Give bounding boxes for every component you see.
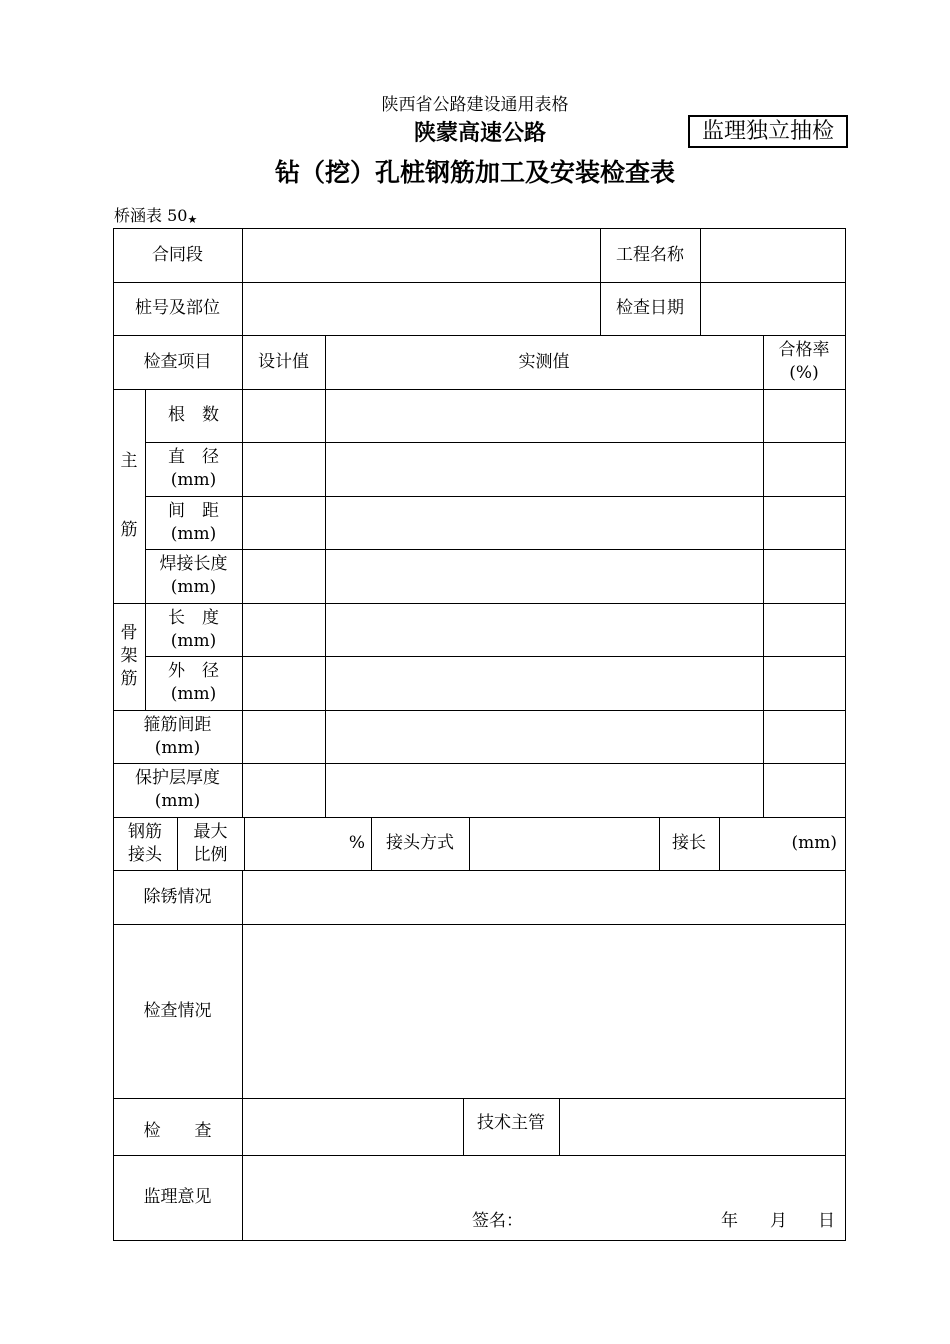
inspector-label: 检 查 bbox=[143, 1121, 212, 1141]
inspection-status-label: 检查情况 bbox=[143, 1000, 212, 1021]
supervisor-opinion-label: 监理意见 bbox=[143, 1187, 212, 1207]
project-name-label: 工程名称 bbox=[616, 244, 684, 265]
splice-length-label: 接长 bbox=[672, 833, 706, 853]
main-diameter-label: 直 径 (mm) bbox=[168, 447, 219, 490]
year-label: 年 bbox=[721, 1211, 738, 1231]
check-item-header: 检查项目 bbox=[143, 351, 212, 372]
frame-group-label: 骨 架 筋 bbox=[120, 623, 138, 689]
form-number-text: 桥涵表 50 bbox=[114, 206, 188, 225]
tech-manager-label: 技术主管 bbox=[477, 1112, 545, 1133]
star-icon: ★ bbox=[187, 213, 198, 226]
cover-thickness-label: 保护层厚度 (mm) bbox=[135, 768, 220, 811]
pass-rate-header: 合格率 (%) bbox=[778, 340, 830, 383]
rust-removal-label: 除锈情况 bbox=[143, 886, 212, 907]
percent-unit: % bbox=[348, 833, 365, 853]
max-ratio-label: 最大 比例 bbox=[193, 821, 228, 865]
contract-section-label: 合同段 bbox=[152, 244, 203, 265]
measured-value-header: 实测值 bbox=[518, 351, 570, 372]
check-date-label: 检查日期 bbox=[616, 298, 684, 318]
stirrup-spacing-label: 箍筋间距 (mm) bbox=[143, 714, 212, 758]
month-label: 月 bbox=[770, 1211, 787, 1231]
joint-method-label: 接头方式 bbox=[386, 833, 454, 853]
main-bar-group-label: 主 筋 bbox=[120, 451, 138, 540]
frame-outer-dia-label: 外 径 (mm) bbox=[168, 661, 219, 704]
main-spacing-label: 间 距 (mm) bbox=[168, 500, 219, 544]
project-name-header: 陕蒙高速公路 bbox=[413, 121, 546, 146]
frame-length-label: 长 度 (mm) bbox=[168, 607, 219, 651]
day-label: 日 bbox=[818, 1211, 835, 1231]
design-value-header: 设计值 bbox=[258, 351, 309, 372]
pile-location-label: 桩号及部位 bbox=[135, 298, 220, 318]
mm-unit: (mm) bbox=[791, 833, 837, 853]
publisher-label: 陕西省公路建设通用表格 bbox=[381, 95, 569, 115]
form-title: 钻（挖）孔桩钢筋加工及安装检查表 bbox=[274, 158, 675, 187]
signature-label: 签名： bbox=[472, 1211, 523, 1231]
weld-length-label: 焊接长度 (mm) bbox=[159, 554, 228, 597]
main-count-label: 根 数 bbox=[168, 405, 219, 425]
supervision-stamp: 监理独立抽检 bbox=[688, 115, 848, 148]
rebar-joint-label: 钢筋 接头 bbox=[128, 821, 162, 865]
